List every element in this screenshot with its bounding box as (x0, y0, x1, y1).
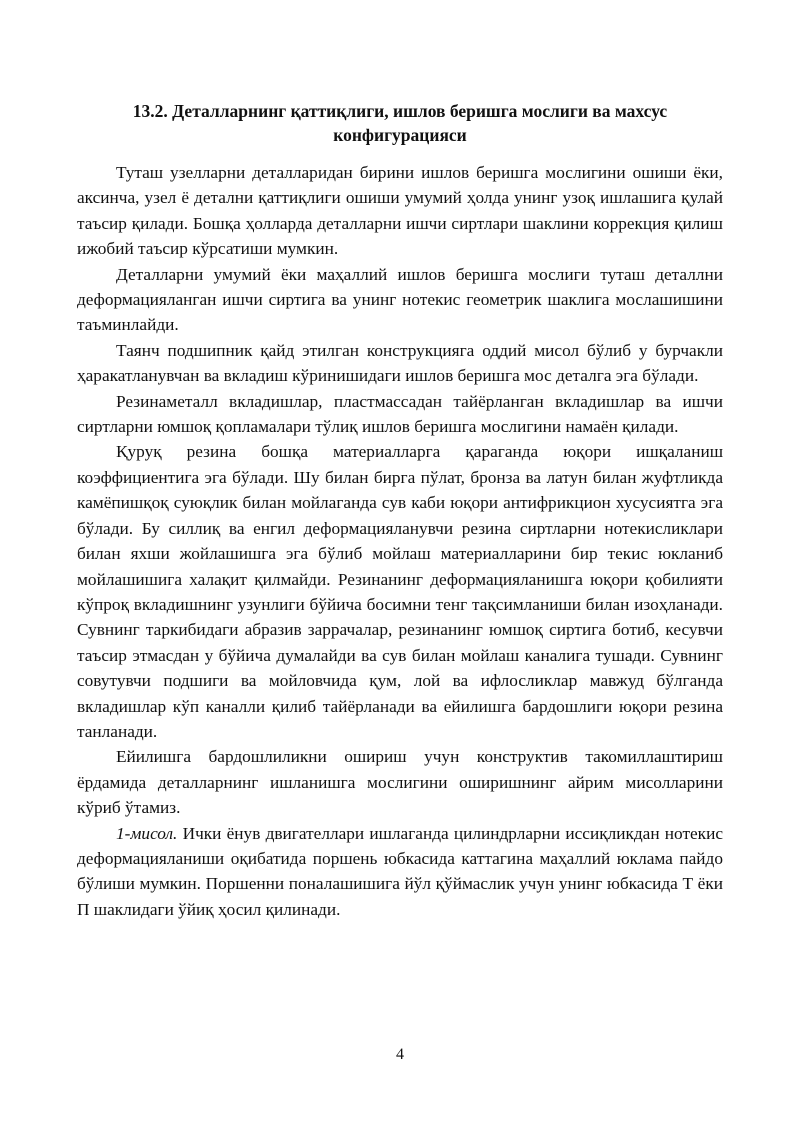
paragraph: Таянч подшипник қайд этилган конструкцияга оддий мисол бўлиб у бурчакли ҳаракатланувчан ва вкладиш кўринишидаги ишлов беришга мос деталга эга бўлади. (77, 340, 723, 386)
paragraph: Қуруқ резина бошқа материалларга қараганда юқори ишқаланиш коэффициентига эга бўлади. Шу билан бирга пўлат, бронза ва латун билан жуфтликда камёпишқоқ суюқлик билан мойлаганда сув каби юқори антифрикцион хусусиятга эга бўлади. Бу силлиқ ва енгил деформацияланувчи резина сиртларни нотекисликлари билан яхши жойлашишга эга бўлиб мойлаш материалларини бир текис юкланиб мойлашишига халақит қилмайди. Резинанинг деформацияланишга юқори қобилияти кўпроқ вкладишнинг узунлиги бўйича босимни тенг тақсимланиши билан изоҳланади. Сувнинг таркибидаги абразив заррачалар, резинанинг юмшоқ сиртига ботиб, кесувчи таъсир этмасдан у бўйича думалайди ва сув билан мойлаш каналига тушади. Сувнинг совутувчи подшиги ва мойловчида қум, лой ва ифлосликлар мавжуд бўлганда вкладишлар кўп каналли қилиб тайёрланади ва ейилишга бардошлиги юқори резина танланади. (77, 442, 723, 741)
paragraph: Ейилишга бардошлиликни ошириш учун конструктив такомиллаштириш ёрдамида деталларнинг ишланишга мослигини оширишнинг айрим мисолларини кўриб ўтамиз. (77, 747, 723, 818)
example-text: Ички ёнув двигателлари ишлаганда цилиндрларни иссиқликдан нотекис деформацияланиши оқибатида поршень юбкасида каттагина маҳаллий юклама пайдо бўлиши мумкин. Поршенни поналашишига йўл қўймаслик учун унинг юбкасида Т ёки П шаклидаги ўйиқ ҳосил қилинади. (77, 823, 723, 919)
paragraph: Резинаметалл вкладишлар, пластмассадан тайёрланган вкладишлар ва ишчи сиртларни юмшоқ қопламалари тўлиқ ишлов беришга мослигини намаён қилади. (77, 391, 723, 437)
body-text (77, 160, 723, 922)
page-number: 4 (396, 1046, 404, 1063)
section-heading: 13.2. Деталларнинг қаттиқлиги, ишлов беришга мослиги ва махсус конфигурацияси (132, 101, 668, 145)
paragraph: Туташ узелларни деталларидан бирини ишлов беришга мослигини ошиши ёки, аксинча, узел ё детални қаттиқлиги ошиши умумий ҳолда унинг узоқ ишлашига қулай таъсир қилади. Бошқа ҳолларда деталларни ишчи сиртлари шаклини коррекция қилиш ижобий таъсир кўрсатиши мумкин. (77, 163, 723, 259)
example-paragraph (77, 821, 723, 923)
paragraph: Деталларни умумий ёки маҳаллий ишлов беришга мослиги туташ деталлни деформацияланган ишчи сиртига ва унинг нотекис геометрик шаклига мослашишини таъминлайди. (77, 264, 723, 335)
example-lead: 1-мисол. (116, 823, 178, 843)
